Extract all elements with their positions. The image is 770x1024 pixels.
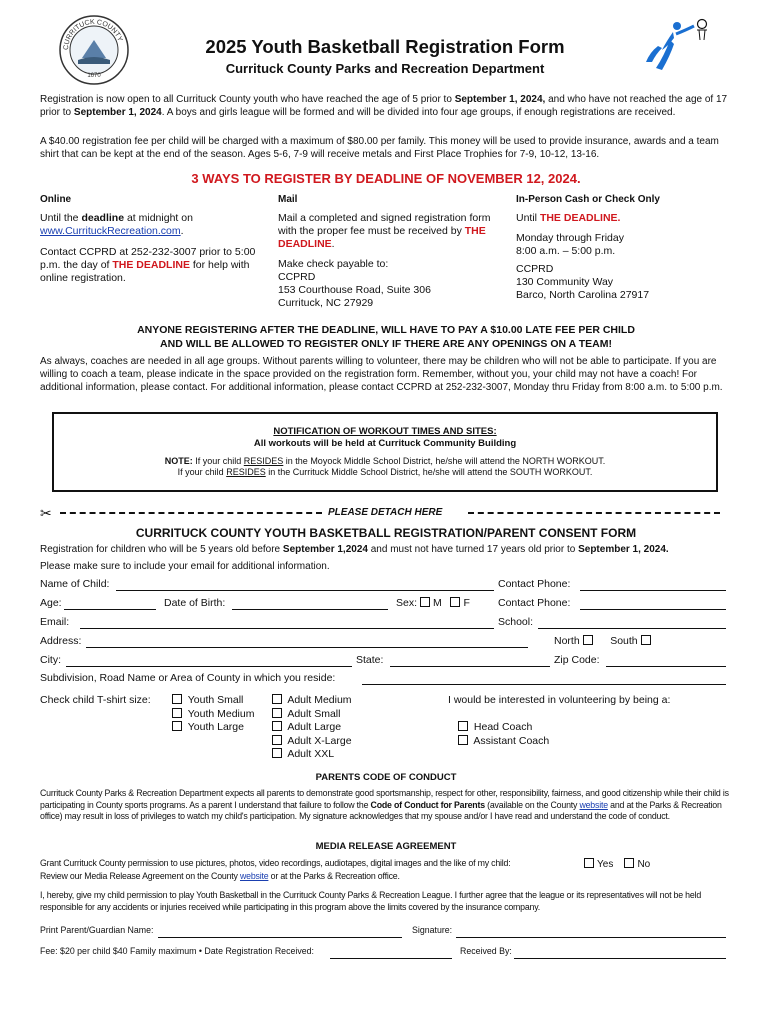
child-name-field[interactable] — [116, 578, 494, 591]
print-name-field[interactable] — [158, 925, 402, 938]
contact-phone-label: Contact Phone: — [498, 578, 571, 590]
media-website-link[interactable]: website — [239, 871, 269, 881]
age-label: Age: — [40, 597, 62, 609]
late-fee-line-1: ANYONE REGISTERING AFTER THE DEADLINE, WILL HAVE TO PAY A $10.00 LATE FEE PER CHILD — [137, 324, 635, 336]
form-email-note: Please make sure to include your email for additional information. — [40, 561, 330, 572]
coaches-paragraph: As always, coaches are needed in all age groups. Without parents willing to volunteer, there may be children who will not be able to participate. If you are willing to coach a team, please indicate in the space provided on the registration form. Remember, without you, your child may not have a coach! For additional information, please contact. For additional information, please contact CCPRD at 252-232-3007, Monday thru Friday from 8:00 a.m. to 5:00 p.m. — [40, 356, 723, 394]
size-youth-small[interactable]: Youth Small — [172, 694, 254, 708]
inperson-deadline: Until THE DEADLINE. — [516, 212, 621, 224]
state-field[interactable] — [390, 654, 550, 667]
size-adult-xxl[interactable]: Adult XXL — [272, 748, 352, 762]
received-by-label: Received By: — [460, 946, 512, 956]
conduct-text: Currituck County Parks & Recreation Department expects all parents to demonstrate good sportsmanship, respect for other, responsibility, fairness, and good citizenship while their child is participating in County sports programs. As a parent I understand that failure to follow the Code of Conduct for Parents (available on the County website and at the Parks & Recreation office) may result in loss of privileges to watch my child's participation. My signature acknowledges that my spouse and/or I have read and understand the code of conduct. — [40, 788, 729, 821]
volunteer-options — [458, 721, 549, 748]
sex-male-checkbox[interactable] — [420, 597, 430, 607]
school-label: School: — [498, 616, 534, 628]
address-field[interactable] — [86, 635, 528, 648]
dob-label: Date of Birth: — [164, 597, 226, 609]
email-label: Email: — [40, 616, 70, 628]
online-contact: Contact CCPRD at 252-232-3007 prior to 5:00 p.m. the day of THE DEADLINE for help with online registration. — [40, 246, 256, 284]
conduct-website-link[interactable]: website — [579, 799, 608, 810]
media-yes-checkbox[interactable] — [584, 858, 594, 868]
district-group: North South — [554, 635, 654, 647]
size-youth-large[interactable]: Youth Large — [172, 721, 254, 735]
media-review-text: Review our Media Release Agreement on the County website or at the Parks & Recreation office. — [40, 871, 400, 881]
contact-phone-2-label: Contact Phone: — [498, 597, 571, 609]
ways-heading: 3 WAYS TO REGISTER BY DEADLINE OF NOVEMBER 12, 2024. — [191, 171, 581, 186]
notification-title: NOTIFICATION OF WORKOUT TIMES AND SITES: — [273, 426, 497, 437]
basketball-player-icon — [640, 16, 712, 78]
page-title: 2025 Youth Basketball Registration Form — [205, 36, 565, 57]
assistant-coach-option[interactable]: Assistant Coach — [458, 735, 549, 749]
received-by-field[interactable] — [514, 946, 726, 959]
size-adult-medium[interactable]: Adult Medium — [272, 694, 352, 708]
size-checkbox — [272, 735, 282, 745]
youth-sizes — [172, 694, 254, 735]
online-title: Online — [40, 194, 72, 205]
head-coach-option[interactable]: Head Coach — [458, 721, 549, 735]
svg-text:1670: 1670 — [87, 73, 101, 79]
city-field[interactable] — [66, 654, 352, 667]
subdivision-label: Subdivision, Road Name or Area of County in which you reside: — [40, 672, 336, 684]
size-checkbox — [272, 721, 282, 731]
media-no-checkbox[interactable] — [624, 858, 634, 868]
conduct-title: PARENTS CODE OF CONDUCT — [315, 772, 457, 783]
workout-notification-box — [52, 412, 718, 492]
intro-paragraph-2: A $40.00 registration fee per child will be charged with a maximum of $80.00 per family. This money will be used to provide insurance, awards and a team shirt that can be kept at the end of the season. Ages 5-6, 7-9 will receive metals and First Place Trophies for 7-9, 10-12, 13-16. — [40, 136, 719, 160]
size-adult-large[interactable]: Adult Large — [272, 721, 352, 735]
inperson-hours: Monday through Friday 8:00 a.m. – 5:00 p.m. — [516, 232, 624, 257]
north-checkbox[interactable] — [583, 635, 593, 645]
scissors-icon: ✂ — [40, 505, 52, 521]
size-youth-medium[interactable]: Youth Medium — [172, 708, 254, 722]
inperson-address: CCPRD 130 Community Way Barco, North Carolina 27917 — [516, 263, 650, 301]
sex-female-checkbox[interactable] — [450, 597, 460, 607]
county-seal-logo — [58, 14, 130, 86]
fee-date-label: Fee: $20 per child $40 Family maximum • Date Registration Received: — [40, 946, 314, 956]
late-fee-line-2: AND WILL BE ALLOWED TO REGISTER ONLY IF THERE ARE ANY OPENINGS ON A TEAM! — [160, 338, 612, 350]
detach-dashes-left — [60, 512, 322, 514]
size-adult-small[interactable]: Adult Small — [272, 708, 352, 722]
sex-group: Sex: M F — [396, 597, 470, 609]
zip-label: Zip Code: — [554, 654, 600, 666]
city-label: City: — [40, 654, 61, 666]
age-field[interactable] — [64, 597, 156, 610]
email-field[interactable] — [80, 616, 494, 629]
notification-north: NOTE: If your child RESIDES in the Moyock Middle School District, he/she will attend the NORTH WORKOUT. — [164, 456, 606, 466]
media-title: MEDIA RELEASE AGREEMENT — [315, 841, 457, 852]
mail-address: Make check payable to: CCPRD 153 Courthouse Road, Suite 306 Currituck, NC 27929 — [278, 258, 431, 309]
contact-phone-2-field[interactable] — [580, 597, 726, 610]
mail-text: Mail a completed and signed registration form with the proper fee must be received by THE DEADLINE. — [278, 212, 491, 250]
zip-field[interactable] — [606, 654, 726, 667]
date-received-field[interactable] — [330, 946, 452, 959]
inperson-title: In-Person Cash or Check Only — [516, 194, 660, 205]
school-field[interactable] — [538, 616, 726, 629]
media-permission-text: Grant Currituck County permission to use pictures, photos, video recordings, audiotapes, digital images and the like of my child: — [40, 858, 511, 868]
signature-label: Signature: — [412, 925, 453, 935]
notification-south: If your child RESIDES in the Currituck Middle School District, he/she will attend the SOUTH WORKOUT. — [177, 467, 593, 477]
form-title: CURRITUCK COUNTY YOUTH BASKETBALL REGISTRATION/PARENT CONSENT FORM — [135, 526, 637, 540]
recreation-website-link[interactable]: www.CurrituckRecreation.com — [40, 225, 181, 237]
signature-field[interactable] — [456, 925, 726, 938]
online-text: Until the deadline at midnight on www.CurrituckRecreation.com. — [40, 212, 193, 237]
child-name-label: Name of Child: — [40, 578, 110, 590]
volunteer-checkbox — [458, 721, 468, 731]
size-adult-xlarge[interactable]: Adult X-Large — [272, 735, 352, 749]
form-eligibility: Registration for children who will be 5 years old before September 1,2024 and must not have turned 17 years old prior to September 1, 2024. — [40, 544, 669, 555]
size-checkbox — [272, 694, 282, 704]
tshirt-label: Check child T-shirt size: — [40, 694, 151, 706]
detach-dashes-right — [468, 512, 720, 514]
dob-field[interactable] — [232, 597, 388, 610]
adult-sizes — [272, 694, 352, 762]
state-label: State: — [356, 654, 384, 666]
print-name-label: Print Parent/Guardian Name: — [40, 925, 154, 935]
volunteer-label: I would be interested in volunteering by being a: — [448, 694, 671, 706]
notification-subtitle: All workouts will be held at Currituck Community Building — [253, 438, 517, 449]
size-checkbox — [172, 694, 182, 704]
contact-phone-field[interactable] — [580, 578, 726, 591]
media-yes-no: Yes No — [584, 858, 650, 870]
detach-label: PLEASE DETACH HERE — [328, 507, 443, 518]
mail-title: Mail — [278, 194, 298, 205]
south-checkbox[interactable] — [641, 635, 651, 645]
size-checkbox — [172, 708, 182, 718]
size-checkbox — [272, 708, 282, 718]
size-checkbox — [272, 748, 282, 758]
svg-text:CURRITUCK COUNTY: CURRITUCK COUNTY — [62, 18, 124, 51]
page-subtitle: Currituck County Parks and Recreation Department — [225, 61, 545, 76]
intro-paragraph-1: Registration is now open to all Currituck County youth who have reached the age of 5 prior to September 1, 2024, and who have not reached the age of 17 prior to September 1, 2024. A boys and girls league will be formed and will be divided into four age groups, if enough registrations are received. — [40, 94, 728, 118]
volunteer-checkbox — [458, 735, 468, 745]
subdivision-field[interactable] — [362, 672, 726, 685]
size-checkbox — [172, 721, 182, 731]
permission-paragraph: I, hereby, give my child permission to play Youth Basketball in the Currituck County Parks & Recreation League. I further agree that the league or its representatives will not be held responsible for any accidents or injuries received while participating in this program above the limits covered by the insurance company. — [40, 890, 702, 912]
address-label: Address: — [40, 635, 82, 647]
